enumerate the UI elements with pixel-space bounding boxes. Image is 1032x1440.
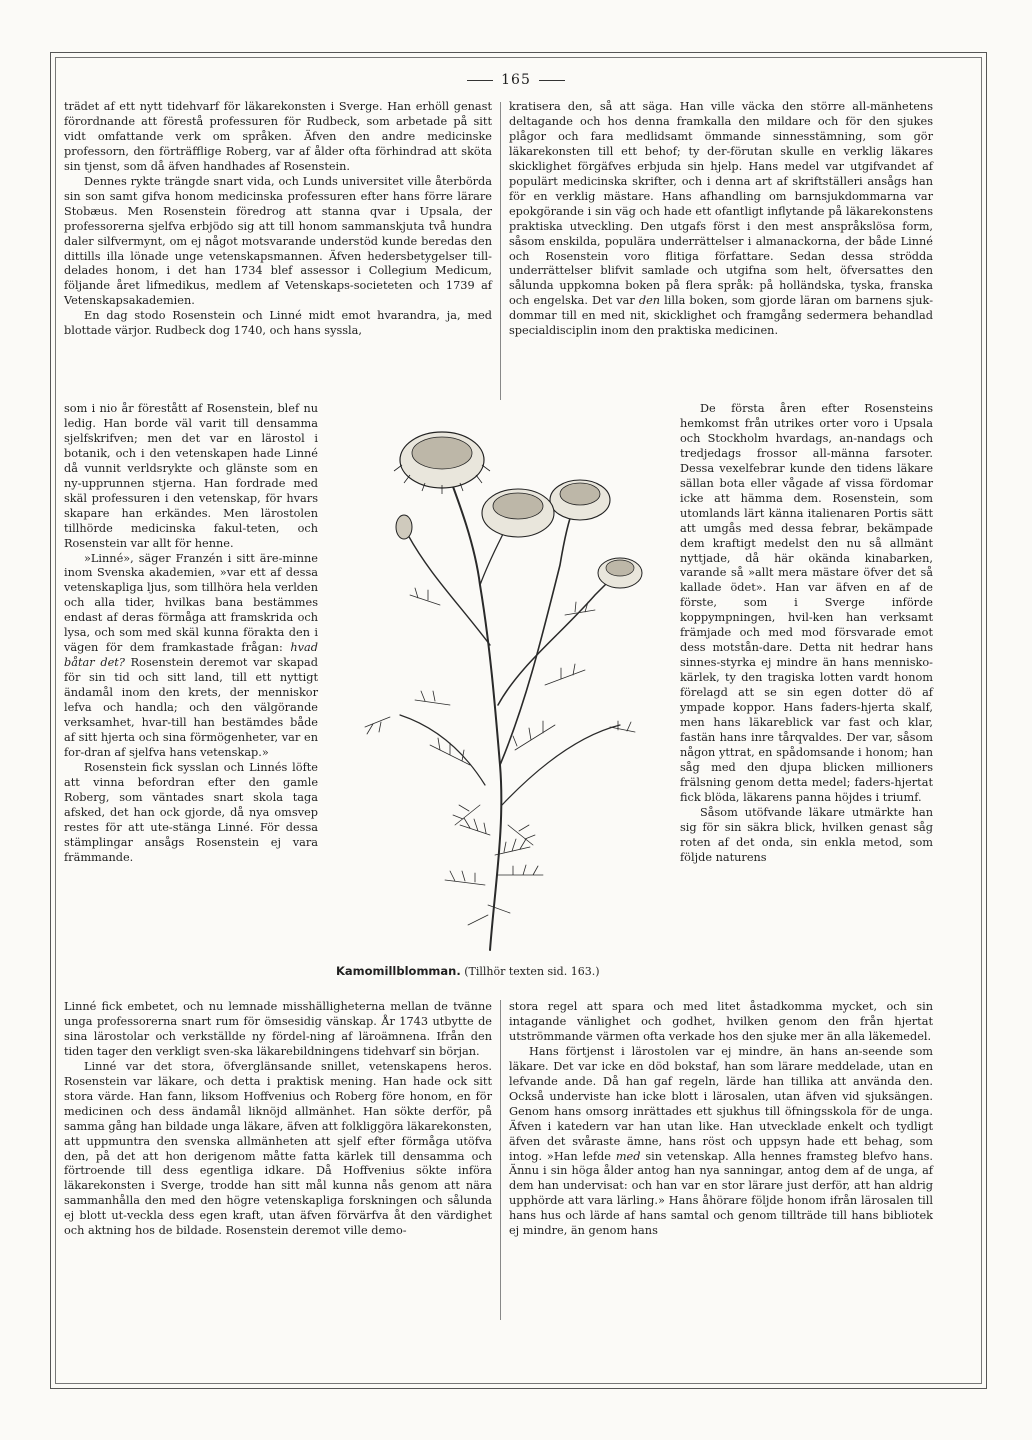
text-run: Hans förtjenst i lärostolen var ej mindre, än hans an-seende som läkare. Det var icke en död bokstaf, han som lärare meddelade, utan en lefvande ande. Då han gaf regeln, lärde han tillika att använda den. Också underviste han icke blott i lärosalen, utan äfven vid sjuksängen. Genom hans omsorg inrättades ett sjukhus till öfningsskola för de unga. Äfven i katedern var han utan like. Han utvecklade enkelt och tydligt äfven det svåraste ämne, hans röst och uppsyn hade ett behag, som intog. »Han lefde bbox=[509, 1044, 933, 1163]
emphasis: hvad båtar det? bbox=[64, 641, 318, 670]
text-run: lilla boken, som gjorde läran om barnens sjuk-dommar till en med nit, skicklighet och framgång sedermera behandlad specialdisciplin inom den praktiska medicinen. bbox=[509, 294, 934, 338]
column-divider bbox=[500, 1000, 501, 1320]
left-column-narrow bbox=[64, 402, 318, 866]
right-column-narrow bbox=[680, 402, 933, 866]
paragraph: trädet af ett nytt tidehvarf för läkarekonsten i Sverge. Han erhöll genast förordnande att förestå professuren för Rudbeck, som arbetade på sitt vidt omfattande verk om språken. Äfven den andre medicinske professorn, den förträfflige Roberg, var af ålder ofta förhindrad att sköta sin tjenst, som då äfven handhades af Rosenstein. bbox=[64, 100, 492, 173]
caption-note: (Tillhör texten sid. 163.) bbox=[464, 965, 600, 978]
left-column-top bbox=[64, 100, 492, 339]
figure-caption bbox=[336, 964, 676, 978]
page-number-text: 165 bbox=[501, 72, 531, 88]
flower-head bbox=[550, 480, 610, 520]
flower-head bbox=[482, 489, 554, 537]
paragraph: Linné fick embetet, och nu lemnade misshälligheterna mellan de tvänne unga professorerna snart rum för ömsesidig vänskap. År 1743 utbytte de sina lärostolar och verkställde ny fördel-ning af läroämnena. Ifrån den tiden tager den verkligt sven-ska läkarebildningens tidehvarf sin början. bbox=[64, 1000, 492, 1058]
paragraph: De första åren efter Rosensteins hemkomst från utrikes orter voro i Upsala och Stockholm hvardags, an-nandags och tredjedags frossor all-männa farsoter. Dessa vexelfebrar kunde den tidens läkare sällan bota eller vågade af vissa fördomar icke att hämma dem. Rosenstein, som utomlands lärt känna italienaren Portis sätt att umgås med dessa febrar, bekämpade dem kraftigt medelst den nu så allmänt nyttjade, då här okända kinabarken, varande så »allt mera mästare öfver det så kallade ödet». Han var äfven en af de förste, som i Sverge införde koppympningen, hvil-ken han verksamt främjade och med mod försvarade emot dess motstån-dare. Detta nit hedrar hans sinnes-styrka ej mindre än hans mennisko-kärlek, ty den tragiska lotten vardt honom förelagd att se sin egen dotter dö af ympade koppor. Hans faders-hjerta skalf, men hans läkareblick var fast och klar, fastän hans inre tårqvaldes. Der var, såsom någon yttrat, en spådomsande i honom; han såg med den djupa blicken millioners frälsning genom detta medel; faders-hjertat fick blöda, läkarens panna höjdes i triumf. bbox=[680, 402, 933, 804]
paragraph: Dennes rykte trängde snart vida, och Lunds universitet ville återbörda sin son samt gifva honom medicinska professuren efter hans förre lärare Stobæus. Men Rosenstein föredrog att stanna qvar i Upsala, der professorerna sjelfva erbjödo sig att till honom sammanskjuta två hundra daler silfvermynt, om ej något motsvarande understöd kunde beredas den dittills illa lönade unge vetenskapsmannen. Äfven hedersbetygelser till-delades honom, i det han 1734 blef assessor i Collegium Medicum, följande året lifmedikus, medlem af Vetenskaps-societeten och 1739 af Vetenskapsakademien. bbox=[64, 174, 492, 308]
paragraph: Linné var det stora, öfverglänsande snillet, vetenskapens heros. Rosenstein var läkare, och detta i praktisk mening. Han hade ock sitt stora värde. Han fann, liksom Hoffvenius och Roberg före honom, en för medicinen och dess ändamål liknöjd allmänhet. Han sökte derför, på samma gång han bildade unga läkare, äfven att folkliggöra läkarekonsten, att uppmuntra den svenska allmänheten att sjelf efter förmåga utöfva den, på det att hon derigenom måtte fatta kärlek till densamma och förtroende till dess egentliga idkare. Då Hoffvenius sökte införa läkarekonsten i Sverge, trodde han sitt mål kunna nås genom att nära sammanhålla den med den högre vetenskapliga forskningen och sålunda ej blott ut-veckla dess egen kraft, utan äfven förvärfva åt den värdighet och aktning hos de bildade. Rosenstein deremot ville demo- bbox=[64, 1059, 492, 1238]
emphasis: med bbox=[615, 1149, 641, 1163]
page-number bbox=[0, 72, 1032, 88]
paragraph bbox=[509, 1045, 933, 1239]
paragraph: stora regel att spara och med litet åstadkomma mycket, och sin intagande vänlighet och godhet, hvilken genom den från hjertat utströmmande värmen ofta verkade hos den sjuke mer än alla läkemedel. bbox=[509, 1000, 933, 1043]
chamomile-illustration bbox=[330, 405, 670, 960]
paragraph bbox=[64, 552, 318, 761]
column-divider bbox=[500, 102, 501, 400]
left-column-bottom bbox=[64, 1000, 492, 1239]
chamomile-drawing bbox=[330, 405, 670, 960]
flower-head bbox=[394, 432, 490, 494]
text-run: Rosenstein deremot var skapad för sin tid och sitt land, till ett nyttigt ändamål inom den krets, der menniskor lefva och handla; och den välgörande verksamhet, hvar-till han bestämdes både af sitt hjerta och sina förmögenheter, var en for-dran af sjelfva hans vetenskap.» bbox=[64, 656, 319, 759]
paragraph: Såsom utöfvande läkare utmärkte han sig för sin säkra blick, hvilken genast såg roten af det onda, sin enkla metod, som följde naturens bbox=[680, 805, 933, 864]
emphasis: den bbox=[638, 294, 661, 308]
text-run: kratisera den, så att säga. Han ville väcka den större all-mänhetens deltagande och hos denna framkalla den mildare och för den sjukes plågor och fara medlidsamt ömmande sinnesstämning, som gör läkarekonsten till ett behof; ty der-förutan skulle en verklig läkares skicklighet förgäfves erbjuda sin hjelp. Hans medel var utgifvandet af populärt medicinska skrifter, och i denna art af skriftställeri ansågs han för en verklig mästare. Hans afhandling om barnsjukdommarna var epokgörande i sin väg och hade ett ofantligt inflytande på läkarekonstens praktiska utveckling. Den utgafs först i den mest anspråkslösa form, såsom enskilda, populära underrättelser i almanackorna, der både Linné och Rosenstein voro flitiga författare. Sedan dessa strödda underrättelser blifvit samlade och utgifna som helt, öfversattes den sålunda uppkomna boken på flera språk: på holländska, tyska, franska och engelska. Det var bbox=[509, 100, 933, 308]
paragraph: som i nio år förestått af Rosenstein, blef nu ledig. Han borde väl varit till densamma sjelfskrifven; men det var en lärostol i botanik, och i den vetenskapen hade Linné då vunnit verldsrykte och glänste som en ny-upprunnen stjerna. Han fordrade med skäl professuren i den vetenskap, för hvars skapare han erkändes. Men lärostolen tillhörde medicinska fakul-teten, och Rosenstein var allt för henne. bbox=[64, 402, 318, 550]
caption-title: Kamomillblomman. bbox=[336, 964, 461, 978]
text-run: sin vetenskap. Alla hennes framsteg blefvo hans. Ännu i sin höga ålder antog han nya sanningar, antog dem af de unga, af dem han undervisat: och han var en stor lärare just derför, att han aldrig upphörde att vara lärling.» Hans åhörare följde honom ifrån lärosalen till hans hus och lärde af hans samtal och genom tillträde till hans bibliotek ej mindre, än genom hans bbox=[509, 1149, 934, 1238]
flower-bud bbox=[396, 515, 412, 539]
flower-head bbox=[598, 558, 642, 588]
right-column-bottom bbox=[509, 1000, 933, 1239]
right-column-top bbox=[509, 100, 933, 339]
text-run: »Linné», säger Franzén i sitt äre-minne inom Svenska akademien, »var ett af dessa vetenskapliga ljus, som tillhöra hela verlden och alla tider, hvilkas bana bestämmes endast af deras förmåga att framskrida och lysa, och som med skäl kunna förakta den i vägen för dem framkastade frågan: bbox=[64, 551, 318, 655]
paragraph: En dag stodo Rosenstein och Linné midt emot hvarandra, ja, med blottade värjor. Rudbeck dog 1740, och hans syssla, bbox=[64, 309, 492, 338]
paragraph bbox=[509, 100, 933, 339]
paragraph: Rosenstein fick sysslan och Linnés löfte att vinna befordran efter den gamle Roberg, som väntades snart skola taga afsked, det han ock gjorde, då nya omsvep restes för att ute-stänga Linné. För dessa stämplingar ansågs Rosenstein ej vara främmande. bbox=[64, 760, 318, 864]
